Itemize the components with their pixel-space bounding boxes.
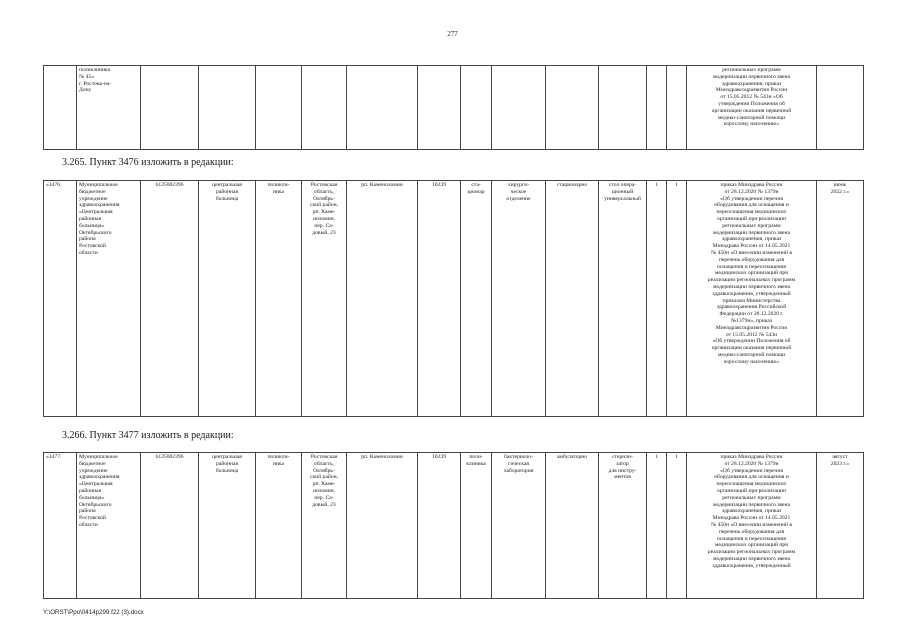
item-number: «3476. [44, 181, 77, 417]
institution-name-cell: поликлиника № 45» г. Ростова-на- Дону [77, 66, 141, 150]
institution-name-cell: Муниципальное бюджетное учреждение здравоохранения «Центральная районная больница» Октябрьского района Ростовской области [77, 181, 141, 417]
institution-name-cell: Муниципальное бюджетное учреждение здравоохранения «Центральная районная больница» Октябрьского района Ростовской области [77, 453, 141, 599]
quantity-cell: 1 [667, 181, 687, 417]
record-table-3476 [43, 180, 864, 417]
institution-type-cell: центральная районная больница [199, 453, 256, 599]
date-cell: июнь 2022 г.» [817, 181, 864, 417]
basis-cell: приказ Минздрава России от 28.12.2020 № 1379н «Об утверждении перечня оборудования для оснащения и переоснащения медицинских организаций при реализации региональных программ модернизации первичного звена здравоохранения, приказ Минздрава России от 14.05.2021 № 450н «О внесении изменений в перечень оборудования для оснащения и переоснащения медицинских организаций при реализации региональных программ модернизации первичного звена здравоохранения, утвержденный приказом Министерства здравоохранения Российской Федерации от 28.12.2020 г. №1379н», приказ Минздравсоцразвития России от 15.05.2012 № 543н «Об утверждении Положения об организации оказания первичной медико-санитарной помощи взрослому населению» [687, 181, 817, 417]
unit-cell: поликли- ника [256, 181, 302, 417]
address-cell: Ростовская область, Октябрь- ский район, рп. Каме- ноломни, пер. Са- довый, 23 [302, 453, 347, 599]
section-heading: 3.265. Пункт 3476 изложить в редакции: [62, 157, 234, 168]
quantity-cell: 1 [667, 453, 687, 599]
kind-cell: поли- клиника [461, 453, 492, 599]
equipment-cell: стол опера- ционный универсальный [599, 181, 647, 417]
conditions-cell: стационарно [546, 181, 599, 417]
unit-cell: поликли- ника [256, 453, 302, 599]
quantity-cell: 1 [647, 453, 667, 599]
conditions-cell: амбулаторно [546, 453, 599, 599]
continuation-table [43, 65, 864, 150]
code-cell: 10239 [418, 453, 461, 599]
table-row [44, 66, 864, 150]
inn-cell: 6125002396 [141, 181, 199, 417]
equipment-cell: стерили- затор для инстру- ментов [599, 453, 647, 599]
locality-cell: рп. Каменоломни [347, 453, 418, 599]
address-cell: Ростовская область, Октябрь- ский район, рп. Каме- ноломни, пер. Са- довый, 23 [302, 181, 347, 417]
basis-cell: приказ Минздрава России от 28.12.2020 № 1379н «Об утверждении перечня оборудования для оснащения и переоснащения медицинских организаций при реализации региональных программ модернизации первичного звена здравоохранения, приказ Минздрава России от 14.05.2021 № 450н «О внесении изменений в перечень оборудования для оснащения и переоснащения медицинских организаций при реализации региональных программ модернизации первичного звена здравоохранения, утвержденный [687, 453, 817, 599]
department-cell: хирурги- ческое отделение [492, 181, 546, 417]
institution-type-cell: центральная районная больница [199, 181, 256, 417]
table-row [44, 453, 864, 599]
locality-cell: рп. Каменоломни [347, 181, 418, 417]
inn-cell: 6125002396 [141, 453, 199, 599]
department-cell: бактериоло- гическая лаборатория [492, 453, 546, 599]
table-row [44, 181, 864, 417]
quantity-cell: 1 [647, 181, 667, 417]
date-cell: август 2023 г.» [817, 453, 864, 599]
record-table-3477 [43, 452, 864, 599]
page-number: 277 [447, 30, 458, 38]
item-number: «3477. [44, 453, 77, 599]
code-cell: 10239 [418, 181, 461, 417]
section-heading: 3.266. Пункт 3477 изложить в редакции: [62, 430, 234, 441]
file-path-footer: Y:\ORST\Ppo\0414p299.f22 (3).docx [43, 609, 144, 616]
kind-cell: ста- ционар [461, 181, 492, 417]
basis-cell: региональных программ модернизации первичного звена здравоохранения, приказ Минздравсоцразвития России от 15.05.2012 № 543н «Об утверждении Положения об организации оказания первичной медико-санитарной помощи взрослому населению» [687, 66, 817, 150]
